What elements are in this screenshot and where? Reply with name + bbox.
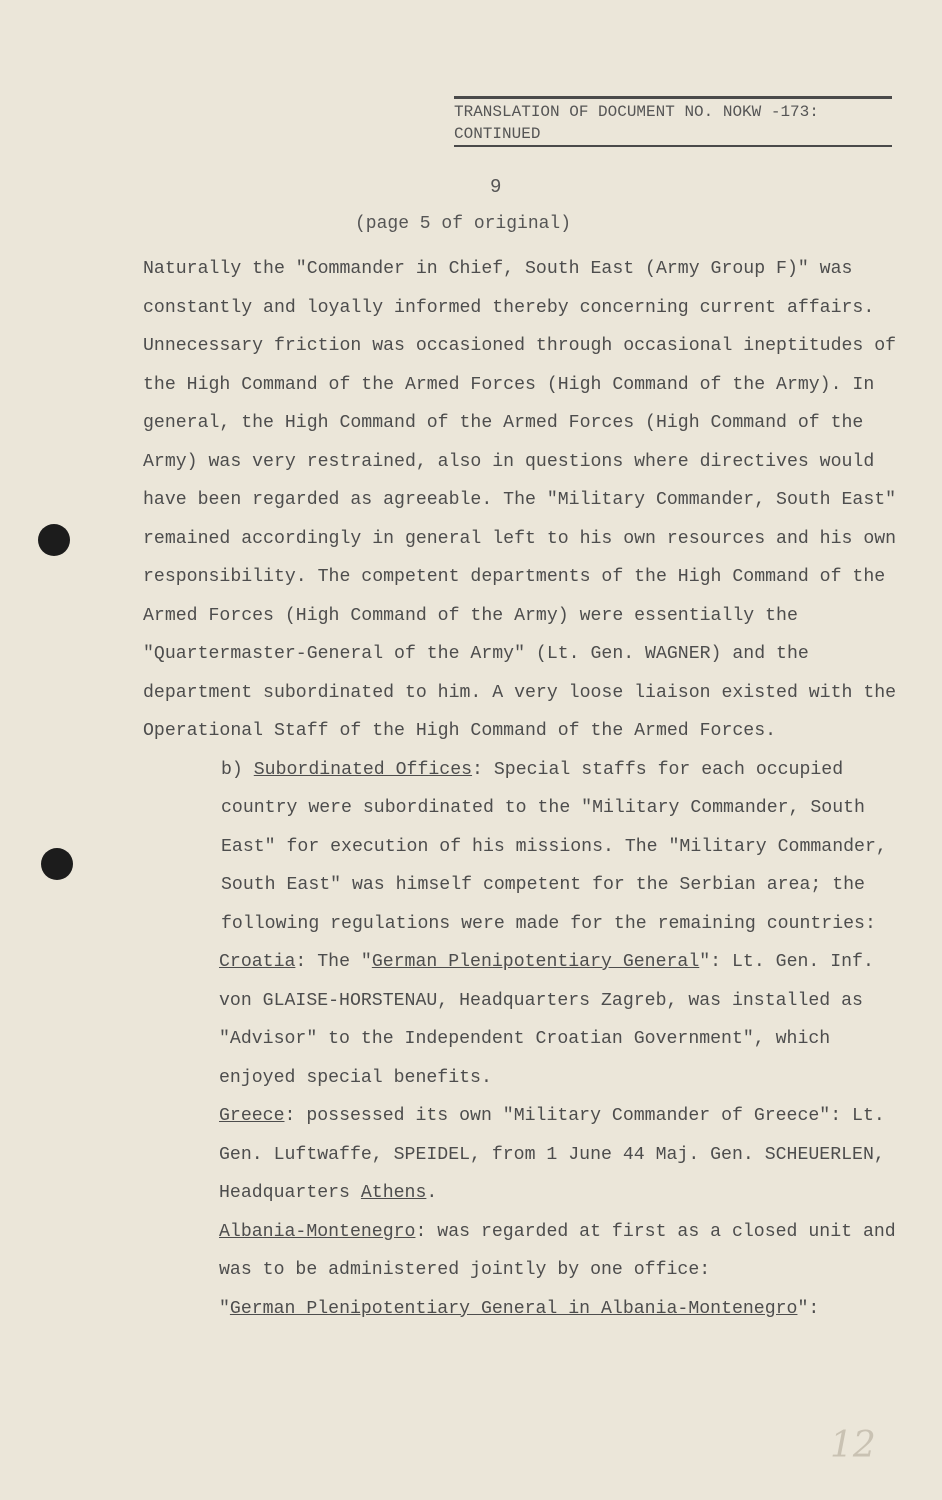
- punch-hole-top: [38, 524, 70, 556]
- section-heading-subordinated-offices: Subordinated Offices: [253, 759, 473, 780]
- paragraph-subordinated-offices: [143, 751, 903, 944]
- paragraph-greece-text: : possessed its own "Military Commander of Greece": Lt. Gen. Luftwaffe, SPEIDEL, from 1 June 44 Maj. Gen. SCHEUERLEN, Headquarters: [219, 1106, 885, 1203]
- section-heading-greece: Greece: [219, 1106, 285, 1126]
- paragraph-croatia-text: ": Lt. Gen. Inf. von GLAISE-HORSTENAU, Headquarters Zagreb, was installed as "Advisor" to the Independent Croatian Government", which enjoyed special benefits.: [219, 952, 874, 1088]
- section-heading-croatia: Croatia: [219, 952, 296, 972]
- item-marker: b): [221, 759, 254, 780]
- section-heading-albania: Albania-Montenegro: [219, 1221, 416, 1242]
- paragraph-albania-text: : was regarded at first as a closed unit and was to be administered jointly by one office:: [219, 1221, 896, 1280]
- croatia-title: German Plenipotentiary General: [371, 952, 700, 972]
- paragraph-subordinated-offices-text: : Special staffs for each occupied country were subordinated to the "Military Commander, South East" for execution of his missions. The "Military Commander, South East" was himself competent for the Serbian area; the following regulations were made for the remaining countries:: [221, 759, 887, 934]
- header-continued: CONTINUED: [454, 123, 892, 147]
- paragraph-greece: [143, 1097, 903, 1213]
- paragraph-greece-end: .: [426, 1183, 438, 1203]
- original-page-reference: (page 5 of original): [355, 214, 572, 234]
- quote-open: ": [219, 1298, 230, 1319]
- header-top-rule: [454, 96, 892, 99]
- pencil-page-mark: 12: [830, 1425, 876, 1466]
- header-title: TRANSLATION OF DOCUMENT NO. NOKW -173:: [454, 103, 819, 121]
- paragraph-intro: Naturally the "Commander in Chief, South East (Army Group F)" was constantly and loyally informed thereby concerning current affairs. Unnecessary friction was occasioned through occasional ineptitudes of the High Command of the Armed Forces (High Command of the Army). In general, the High Command of the Armed Forces (High Command of the Army) was very restrained, also in questions where directives would have been regarded as agreeable. The "Military Commander, South East" remained accordingly in general left to his own resources and his own responsibility. The competent departments of the High Command of the Armed Forces (High Command of the Army) were essentially the "Quartermaster-General of the Army" (Lt. Gen. WAGNER) and the department subordinated to him. A very loose liaison existed with the Operational Staff of the High Command of the Armed Forces.: [143, 259, 897, 741]
- quote-close: ":: [797, 1298, 820, 1319]
- paragraph-albania: [143, 1213, 903, 1290]
- punch-hole-bottom: [41, 848, 73, 880]
- paragraph-albania-office: [143, 1290, 903, 1329]
- document-body: [143, 250, 903, 1328]
- document-header: [454, 96, 894, 147]
- paragraph-croatia-connector: : The ": [295, 952, 372, 972]
- albania-office-title: German Plenipotentiary General in Albania-Montenegro: [229, 1298, 798, 1319]
- paragraph-croatia: [143, 943, 903, 1097]
- page-number: 9: [490, 176, 502, 198]
- greece-place: Athens: [360, 1183, 427, 1203]
